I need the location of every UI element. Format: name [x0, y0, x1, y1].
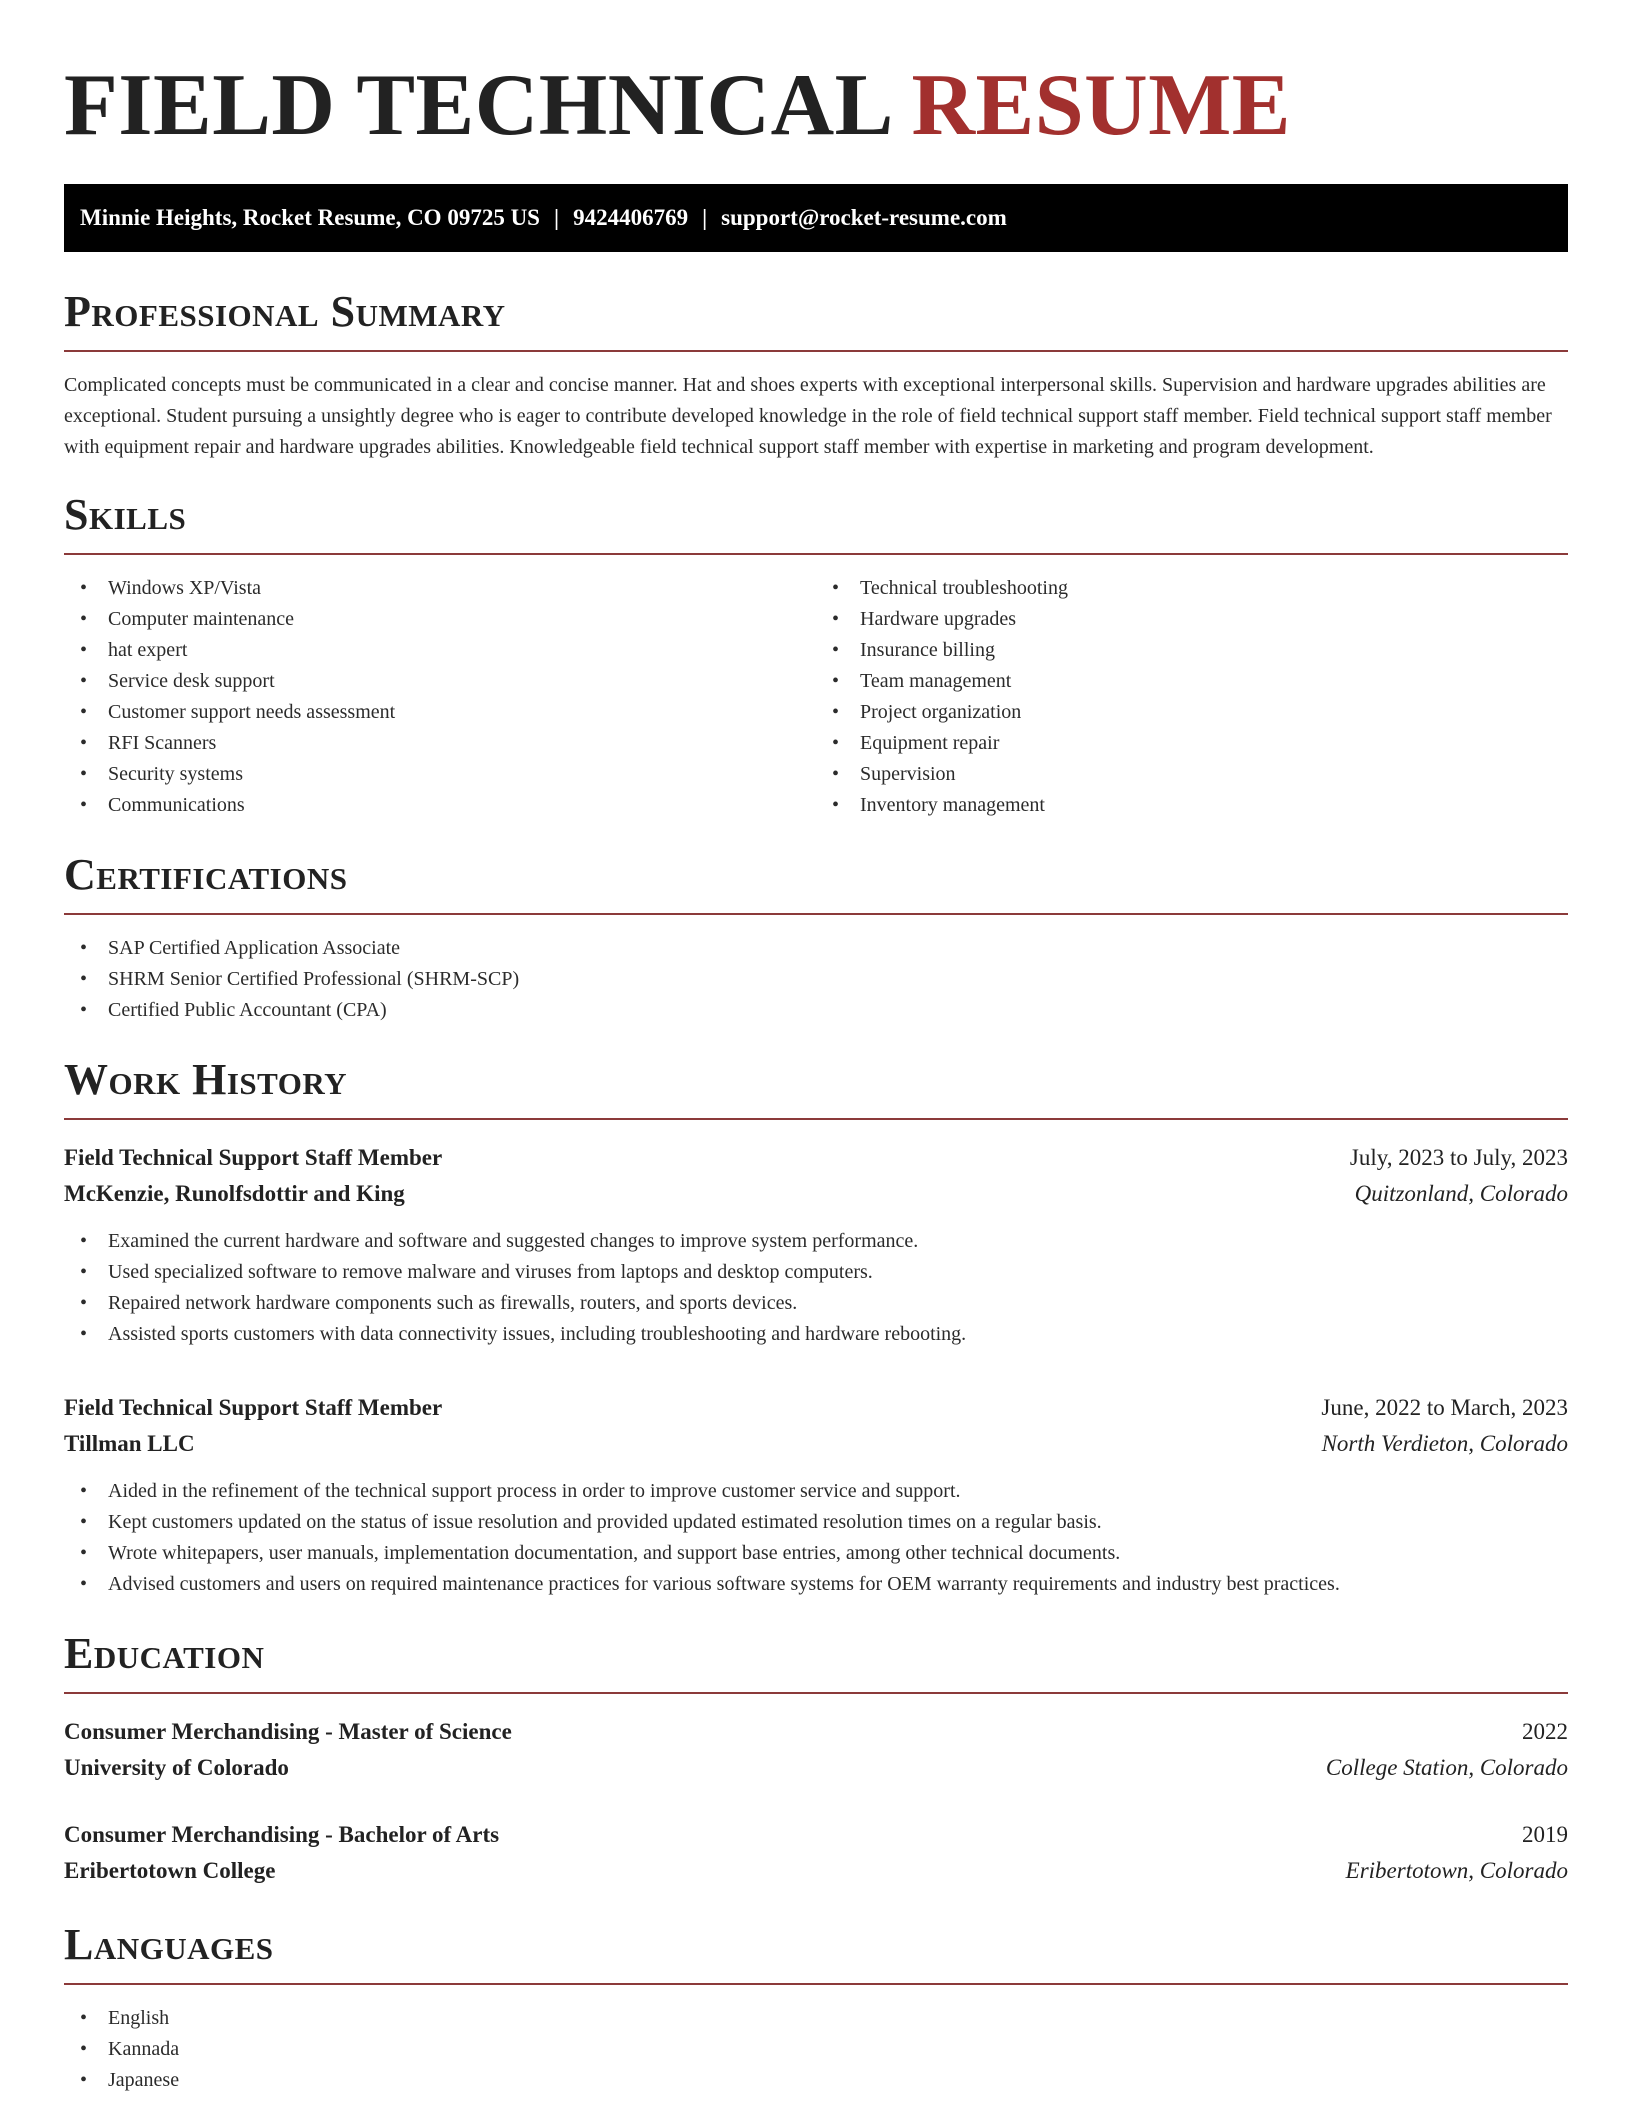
contact-separator: | [553, 205, 560, 230]
job-location: North Verdieton, Colorado [1321, 1431, 1568, 1456]
education-header-row [64, 1817, 1568, 1853]
section-divider [64, 913, 1568, 915]
job-bullet: • Advised customers and users on required maintenance practices for various software systems for OEM warranty requirements and industry best practices. [64, 1569, 1568, 1600]
job-bullet: • Kept customers updated on the status of issue resolution and provided updated estimated resolution times on a regular basis. [64, 1507, 1568, 1538]
job-entry [64, 1140, 1568, 1350]
section-title-work-history: Work History [64, 1055, 348, 1104]
education-degree: Consumer Merchandising - Bachelor of Arts [64, 1822, 500, 1847]
job-bullet: • Wrote whitepapers, user manuals, implementation documentation, and support base entries, among other technical documents. [64, 1538, 1568, 1569]
section-title-skills: Skills [64, 490, 187, 539]
job-bullets [64, 1226, 1568, 1350]
education-year: 2022 [1522, 1719, 1568, 1744]
section-title-education: Education [64, 1629, 265, 1678]
skill-item: • Security systems [64, 759, 816, 790]
skill-item: • Customer support needs assessment [64, 697, 816, 728]
skill-item: • Communications [64, 790, 816, 821]
job-company: McKenzie, Runolfsdottir and King [64, 1181, 405, 1206]
education-header-row [64, 1714, 1568, 1750]
job-bullet: • Aided in the refinement of the technical support process in order to improve customer service and support. [64, 1476, 1568, 1507]
languages-section [64, 1920, 1568, 2096]
job-entry [64, 1390, 1568, 1600]
section-title-certifications: Certifications [64, 850, 348, 899]
job-bullet: • Repaired network hardware components such as firewalls, routers, and sports devices. [64, 1288, 1568, 1319]
section-title-languages: Languages [64, 1920, 274, 1969]
certification-item: • SHRM Senior Certified Professional (SHRM-SCP) [64, 964, 1568, 995]
education-location: Eribertotown, Colorado [1345, 1858, 1568, 1883]
job-company-row [64, 1176, 1568, 1212]
section-divider [64, 1118, 1568, 1120]
job-company-row [64, 1426, 1568, 1462]
job-dates: June, 2022 to March, 2023 [1321, 1395, 1568, 1420]
education-section [64, 1629, 1568, 1889]
skill-item: • Insurance billing [816, 635, 1568, 666]
section-divider [64, 553, 1568, 555]
job-header-row [64, 1390, 1568, 1426]
skill-item: • Supervision [816, 759, 1568, 790]
job-company: Tillman LLC [64, 1431, 195, 1456]
contact-address: Minnie Heights, Rocket Resume, CO 09725 US [80, 205, 540, 230]
job-title: Field Technical Support Staff Member [64, 1395, 443, 1420]
education-school-row [64, 1853, 1568, 1889]
job-bullet: • Examined the current hardware and software and suggested changes to improve system performance. [64, 1226, 1568, 1257]
skill-item: • Windows XP/Vista [64, 573, 816, 604]
education-degree: Consumer Merchandising - Master of Science [64, 1719, 512, 1744]
work-history-section [64, 1055, 1568, 1600]
education-location: College Station, Colorado [1325, 1755, 1568, 1780]
title-accent: RESUME [911, 57, 1291, 154]
education-entry [64, 1817, 1568, 1889]
skills-list-left [64, 573, 816, 821]
skills-grid [64, 573, 1568, 821]
skill-item: • hat expert [64, 635, 816, 666]
section-title-summary: Professional Summary [64, 287, 506, 336]
job-header-row [64, 1140, 1568, 1176]
certification-item: • Certified Public Accountant (CPA) [64, 995, 1568, 1026]
language-item: • English [64, 2003, 1568, 2034]
skill-item: • Project organization [816, 697, 1568, 728]
languages-list [64, 2003, 1568, 2096]
skill-item: • Hardware upgrades [816, 604, 1568, 635]
skills-section [64, 490, 1568, 821]
skill-item: • RFI Scanners [64, 728, 816, 759]
section-divider [64, 1692, 1568, 1694]
resume-title [64, 57, 1568, 154]
education-school-row [64, 1750, 1568, 1786]
skill-item: • Technical troubleshooting [816, 573, 1568, 604]
skill-item: • Inventory management [816, 790, 1568, 821]
contact-email: support@rocket-resume.com [721, 205, 1007, 230]
job-bullet: • Assisted sports customers with data connectivity issues, including troubleshooting and hardware rebooting. [64, 1319, 1568, 1350]
job-dates: July, 2023 to July, 2023 [1349, 1145, 1568, 1170]
education-school: Eribertotown College [64, 1858, 276, 1883]
certifications-section [64, 850, 1568, 1026]
language-item: • Kannada [64, 2034, 1568, 2065]
title-main: FIELD TECHNICAL [64, 57, 889, 154]
contact-bar [64, 184, 1568, 252]
education-entry [64, 1714, 1568, 1786]
job-bullet: • Used specialized software to remove malware and viruses from laptops and desktop computers. [64, 1257, 1568, 1288]
certifications-list [64, 933, 1568, 1026]
skill-item: • Team management [816, 666, 1568, 697]
language-item: • Japanese [64, 2065, 1568, 2096]
summary-section [64, 287, 1568, 463]
section-divider [64, 350, 1568, 352]
job-location: Quitzonland, Colorado [1354, 1181, 1568, 1206]
education-year: 2019 [1522, 1822, 1568, 1847]
certification-item: • SAP Certified Application Associate [64, 933, 1568, 964]
skill-item: • Equipment repair [816, 728, 1568, 759]
education-school: University of Colorado [64, 1755, 289, 1780]
skill-item: • Computer maintenance [64, 604, 816, 635]
section-divider [64, 1983, 1568, 1985]
skills-list-right [816, 573, 1568, 821]
contact-separator: | [702, 205, 708, 230]
skill-item: • Service desk support [64, 666, 816, 697]
summary-text: Complicated concepts must be communicated in a clear and concise manner. Hat and shoes experts with exceptional interpersonal skills. Supervision and hardware upgrades abilities are exceptional. Student pursuing a unsightly degree who is eager to contribute developed knowledge in the role of field technical support staff member. Field technical support staff member with equipment repair and hardware upgrades abilities. Knowledgeable field technical support staff member with expertise in marketing and program development. [64, 374, 1552, 458]
contact-phone: 9424406769 [573, 205, 689, 230]
job-title: Field Technical Support Staff Member [64, 1145, 443, 1170]
job-bullets [64, 1476, 1568, 1600]
